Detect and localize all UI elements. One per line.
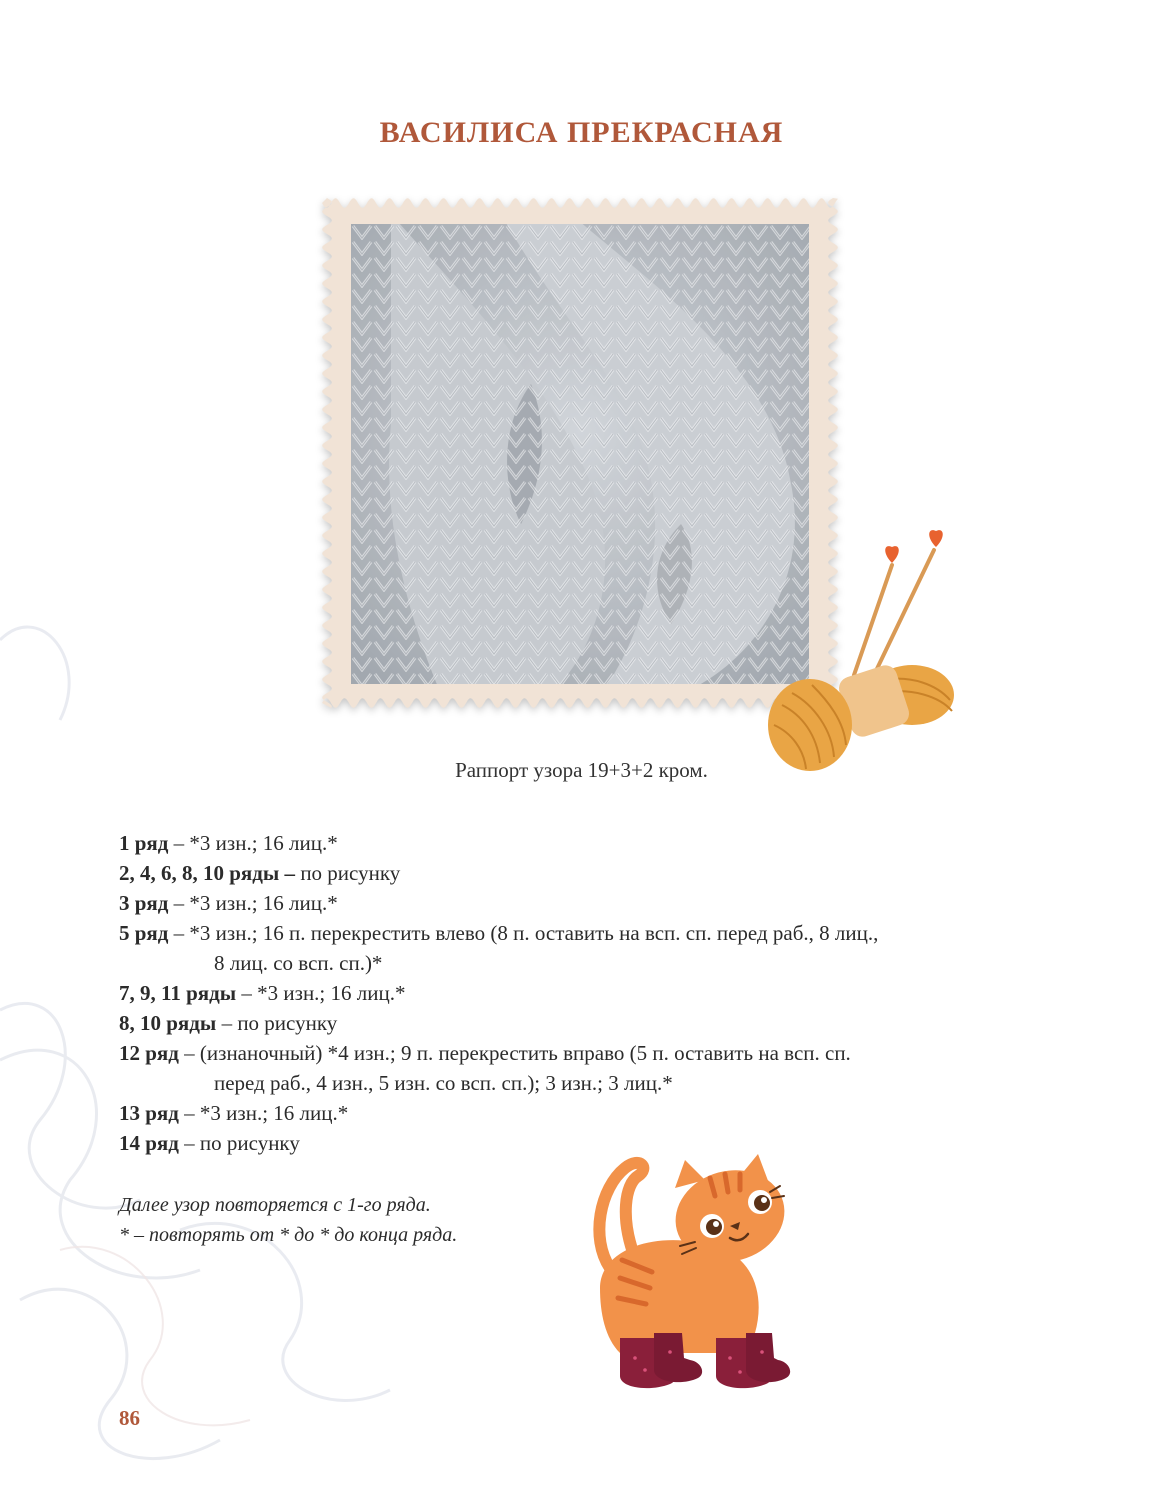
note-repeat-line: Далее узор повторяется с 1-го ряда. [119, 1194, 431, 1216]
instruction-row [119, 1008, 1049, 1038]
row-text: – по рисунку [216, 1011, 338, 1035]
knitted-cable-illustration [351, 224, 809, 684]
row-label: 14 ряд [119, 1131, 179, 1155]
row-label: 7, 9, 11 ряды [119, 981, 237, 1005]
page-title: ВАСИЛИСА ПРЕКРАСНАЯ [379, 116, 784, 149]
pattern-repeat-caption: Раппорт узора 19+3+2 кром. [455, 758, 708, 782]
page-number: 86 [119, 1406, 140, 1430]
instruction-row-continuation: перед раб., 4 изн., 5 изн. со всп. сп.); 3 изн.; 3 лиц.* [214, 1071, 673, 1095]
row-text: по рисунку [295, 861, 401, 885]
instruction-row [119, 918, 1049, 948]
row-label: 13 ряд [119, 1101, 179, 1125]
row-text: – *3 изн.; 16 лиц.* [168, 831, 338, 855]
instruction-row [119, 828, 1049, 858]
row-text: – по рисунку [178, 1131, 300, 1155]
row-label: 5 ряд [119, 921, 169, 945]
instruction-row [119, 978, 1049, 1008]
instruction-row [119, 888, 1049, 918]
instruction-row [119, 1038, 1049, 1068]
pattern-notes [119, 1190, 457, 1250]
row-label: 8, 10 ряды [119, 1011, 217, 1035]
instruction-row [119, 858, 1049, 888]
row-instructions [119, 828, 1049, 1158]
instruction-row [119, 1098, 1049, 1128]
yarn-ball-with-needles-icon [762, 525, 962, 780]
row-text: – *3 изн.; 16 лиц.* [236, 981, 406, 1005]
row-label: 12 ряд [119, 1041, 179, 1065]
knitting-sample-photo [351, 224, 809, 684]
row-label: 1 ряд [119, 831, 169, 855]
note-asterisk-line: * – повторять от * до * до конца ряда. [119, 1224, 458, 1246]
instruction-row-continuation: 8 лиц. со всп. сп.)* [214, 951, 383, 975]
row-text: – *3 изн.; 16 лиц.* [168, 891, 338, 915]
row-text: – (изнаночный) *4 изн.; 9 п. перекрестить вправо (5 п. оставить на всп. сп. [178, 1041, 851, 1065]
row-label: 2, 4, 6, 8, 10 ряды – [119, 861, 296, 885]
row-label: 3 ряд [119, 891, 169, 915]
row-text: – *3 изн.; 16 лиц.* [178, 1101, 349, 1125]
cat-in-socks-icon [580, 1148, 810, 1398]
row-text: – *3 изн.; 16 п. перекрестить влево (8 п. оставить на всп. сп. перед раб., 8 лиц., [168, 921, 879, 945]
